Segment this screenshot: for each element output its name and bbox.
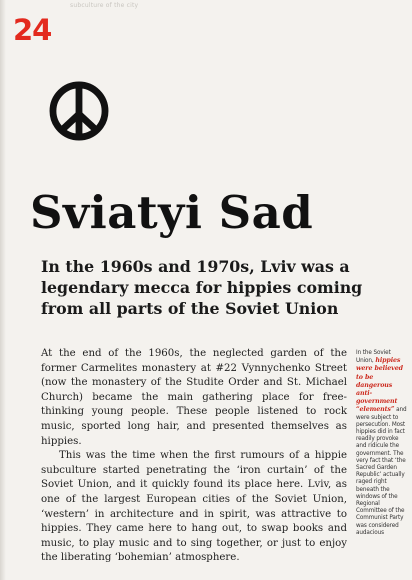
sidebar-highlight: hippies were believed to be dangerous anti-government “elements” bbox=[356, 357, 403, 414]
body-paragraph-1: At the end of the 1960s, the neglected garden of the former Carmelites monastery at #22 Vynnychenko Street (now the monastery of the Studite Order and St. Michael Church) became the main gathering place for free-thinking young people. These people listened to rock music, sported long hair, and presented themselves as hippies. bbox=[41, 348, 347, 447]
bleed-through-header: subculture of the city bbox=[70, 2, 139, 9]
sidebar-note bbox=[356, 350, 410, 537]
sidebar-lead: In the Soviet Union, bbox=[356, 350, 391, 365]
page-edge-shadow bbox=[0, 0, 6, 580]
article-body bbox=[41, 347, 347, 566]
article-subtitle: In the 1960s and 1970s, Lviv was a legendary mecca for hippies coming from all parts of the Soviet Union bbox=[41, 257, 363, 318]
body-paragraph-2: This was the time when the first rumours of a hippie subculture started penetrating the ‘iron curtain’ of the Soviet Union, and it quickly found its place here. Lviv, as one of the largest European cities of the Soviet Union, ‘western’ in architecture and in spirit, was attractive to hippies. They came here to hang out, to swap books and music, to play music and to sing together, or just to enjoy the liberating ‘bohemian’ atmosphere. bbox=[41, 450, 347, 564]
sidebar-rest: and were subject to persecution. Most hippies did in fact readily provoke and ridicule the government. The very fact that ‘the Sacred Garden Republic’ actually raged right beneath the windows of the Regional Committee of the Communist Party was considered audacious bbox=[356, 407, 407, 536]
article-title: Sviatyi Sad bbox=[30, 186, 314, 239]
peace-symbol-icon bbox=[48, 80, 110, 142]
page-number: 24 bbox=[13, 13, 52, 47]
